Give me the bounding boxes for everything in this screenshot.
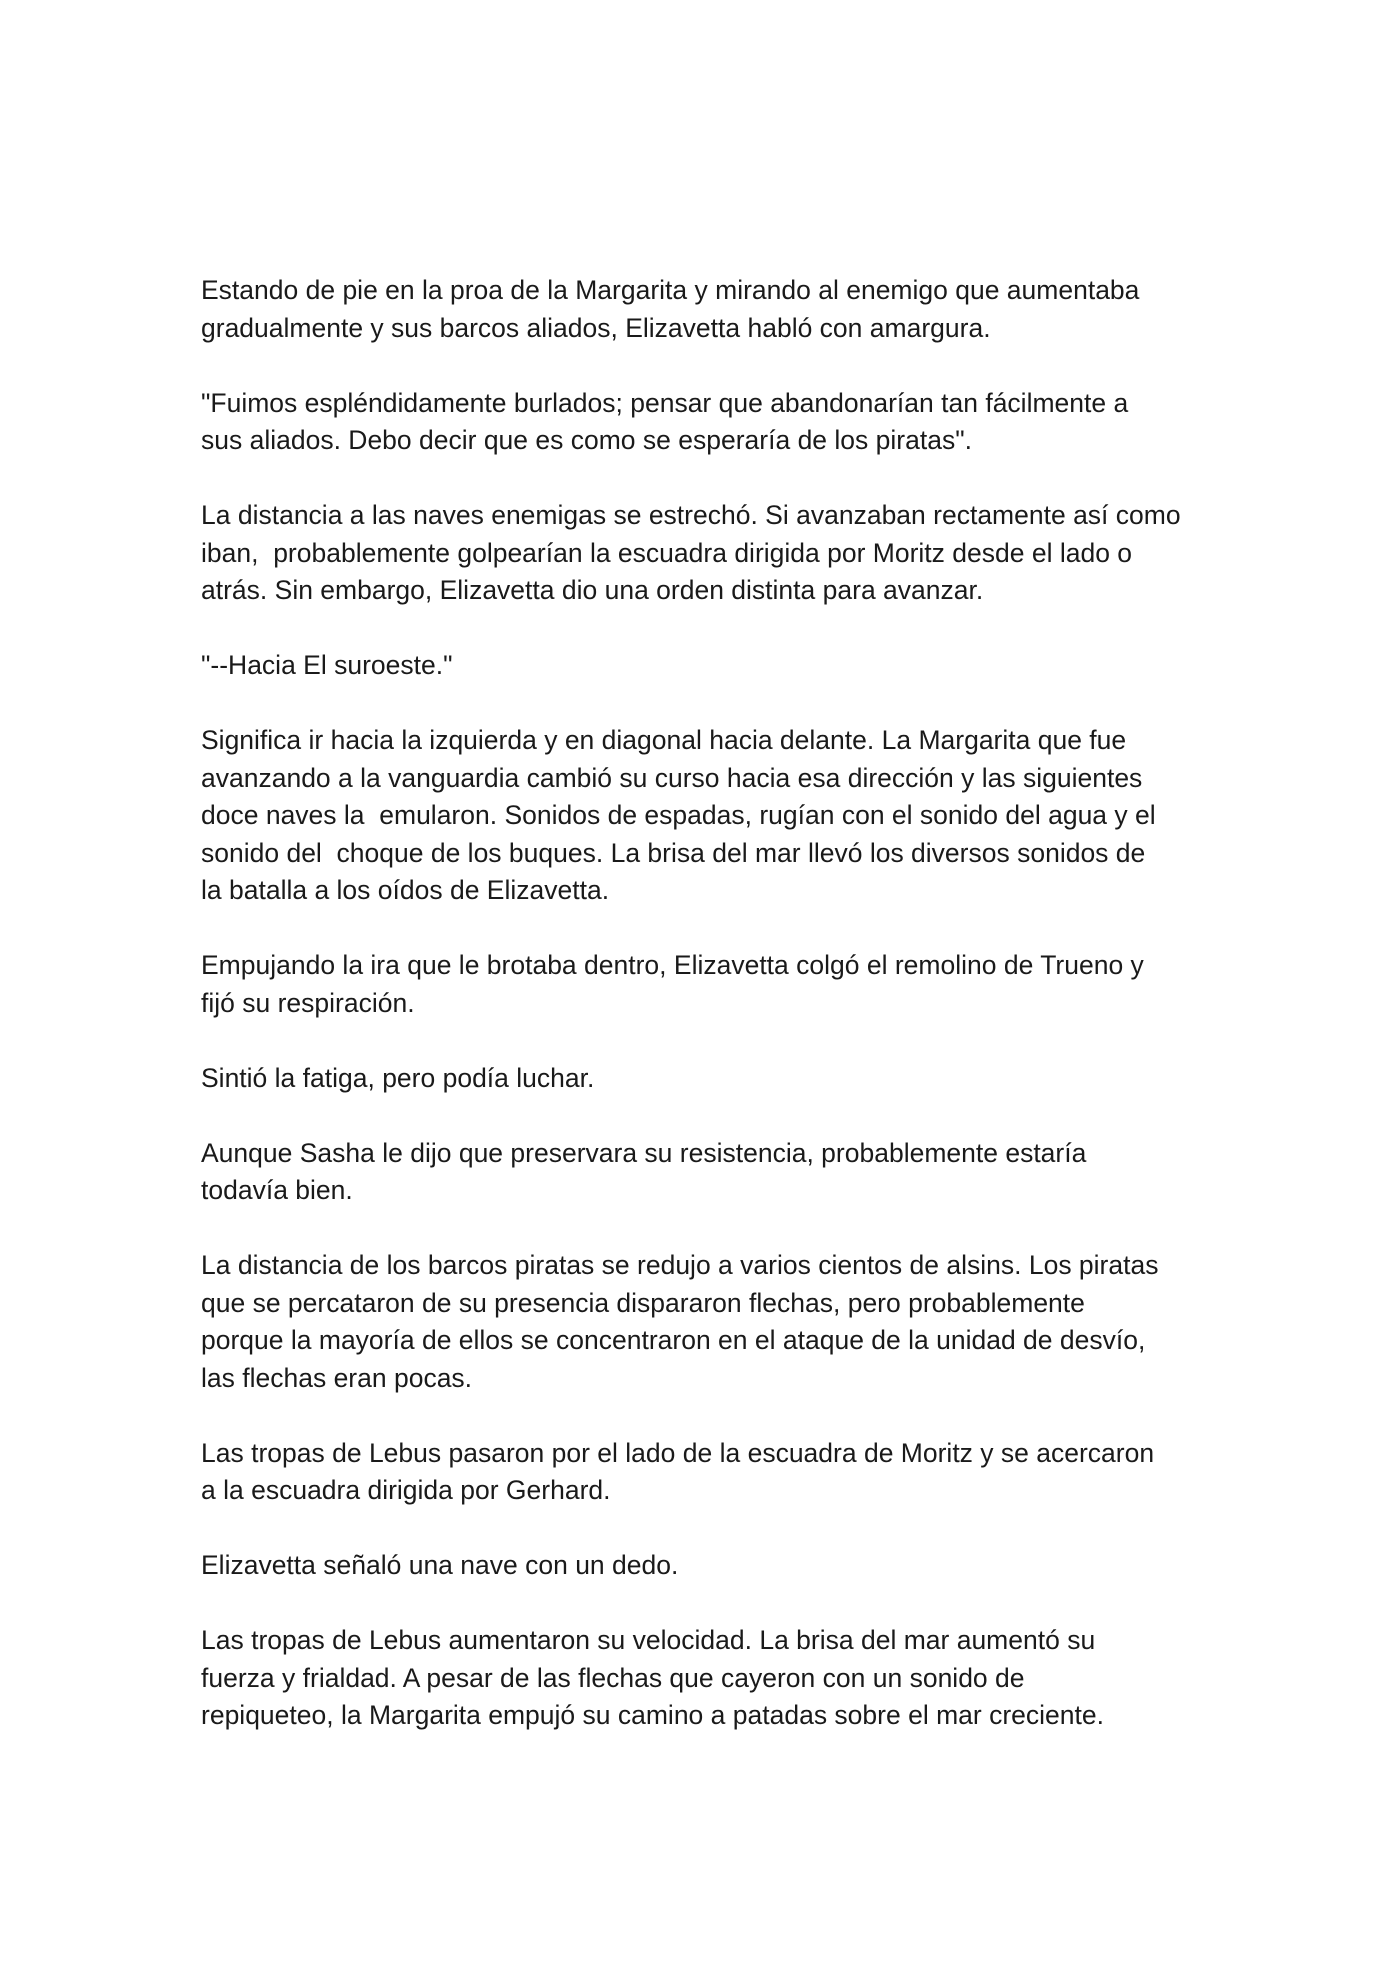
text-line: a la escuadra dirigida por Gerhard. [201,1475,611,1505]
text-line: Estando de pie en la proa de la Margarita y mirando al enemigo que aumentaba [201,275,1140,305]
text-line: atrás. Sin embargo, Elizavetta dio una orden distinta para avanzar. [201,575,984,605]
text-line: que se percataron de su presencia dispararon flechas, pero probablemente [201,1287,1085,1318]
text-line: "--Hacia El suroeste." [201,650,453,680]
paragraph [201,1622,1211,1735]
text-line: repiqueteo, la Margarita empujó su camino a patadas sobre el mar creciente. [201,1700,1104,1730]
text-line: Aunque Sasha le dijo que preservara su resistencia, probablemente estaría [201,1137,1087,1168]
text-line: fuerza y frialdad. A pesar de las flechas que cayeron con un sonido de [201,1662,1025,1693]
text-line: gradualmente y sus barcos aliados, Elizavetta habló con amargura. [201,312,991,343]
paragraph [201,1247,1211,1397]
text-line: Sintió la fatiga, pero podía luchar. [201,1062,595,1093]
text-line: iban, probablemente golpearían la escuadra dirigida por Moritz desde el lado o [201,537,1133,568]
text-line: porque la mayoría de ellos se concentraron en el ataque de la unidad de desvío, [201,1325,1146,1355]
text-line: La distancia a las naves enemigas se estrechó. Si avanzaban rectamente así como [201,500,1181,530]
text-line: todavía bien. [201,1175,353,1205]
paragraph [201,647,1211,685]
text-line: fijó su respiración. [201,987,415,1018]
text-line: la batalla a los oídos de Elizavetta. [201,875,610,905]
text-line: Las tropas de Lebus pasaron por el lado de la escuadra de Moritz y se acercaron [201,1437,1155,1468]
text-line: La distancia de los barcos piratas se redujo a varios cientos de alsins. Los piratas [201,1250,1159,1280]
text-line: sonido del choque de los buques. La brisa del mar llevó los diversos sonidos de [201,837,1146,868]
text-line: doce naves la emularon. Sonidos de espadas, rugían con el sonido del agua y el [201,800,1156,830]
paragraph [201,1135,1211,1210]
document-body [201,272,1211,1772]
text-line: Significa ir hacia la izquierda y en diagonal hacia delante. La Margarita que fue [201,725,1127,755]
paragraph [201,272,1211,347]
text-line: Elizavetta señaló una nave con un dedo. [201,1550,679,1580]
text-line: Empujando la ira que le brotaba dentro, Elizavetta colgó el remolino de Trueno y [201,950,1144,980]
text-line: sus aliados. Debo decir que es como se esperaría de los piratas". [201,425,972,455]
paragraph [201,947,1211,1022]
text-line: Las tropas de Lebus aumentaron su velocidad. La brisa del mar aumentó su [201,1625,1096,1655]
paragraph [201,385,1211,460]
paragraph [201,722,1211,910]
paragraph [201,497,1211,610]
paragraph [201,1435,1211,1510]
paragraph [201,1547,1211,1585]
text-line: avanzando a la vanguardia cambió su curso hacia esa dirección y las siguientes [201,762,1143,793]
text-line: "Fuimos espléndidamente burlados; pensar que abandonarían tan fácilmente a [201,387,1129,418]
paragraph [201,1060,1211,1098]
text-line: las flechas eran pocas. [201,1362,473,1393]
